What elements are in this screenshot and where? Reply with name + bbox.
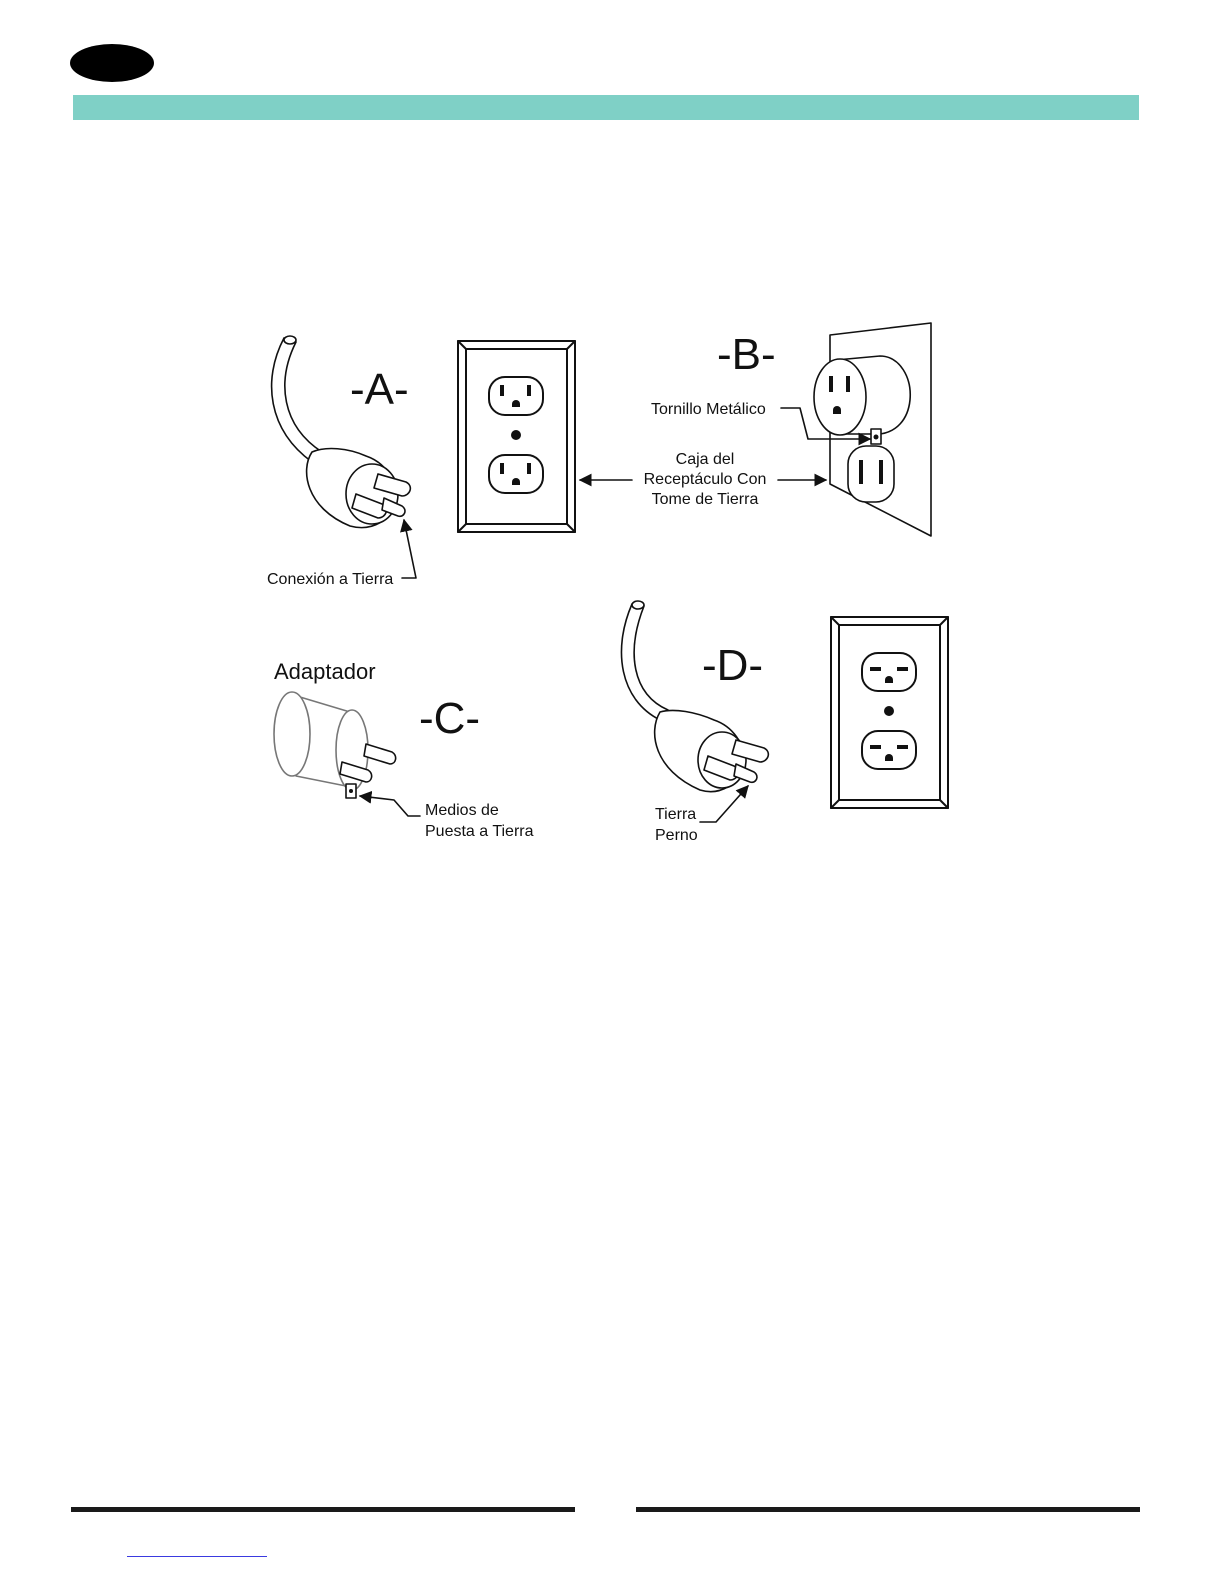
figure-label-b: -B- xyxy=(717,330,776,379)
callout-receptacle-box-line1: Caja del xyxy=(675,451,735,468)
callout-grounding-pin: Conexión a Tierra xyxy=(267,571,394,588)
figure-label-d: -D- xyxy=(702,641,764,690)
footer-rule-right xyxy=(636,1507,1140,1512)
grounded-plug-d xyxy=(621,601,768,792)
callout-ground-pin-line2: Perno xyxy=(655,827,698,844)
callout-metal-screw: Tornillo Metálico xyxy=(651,401,766,418)
callout-grounding-means-line2: Puesta a Tierra xyxy=(425,823,534,840)
footer-rule-left xyxy=(71,1507,575,1512)
callout-ground-pin-line1: Tierra xyxy=(655,806,697,823)
figure-label-a: -A- xyxy=(350,365,409,414)
footer-link-underline[interactable] xyxy=(127,1556,267,1557)
grounded-outlet-wall-b xyxy=(814,323,931,536)
callout-grounding-means-line1: Medios de xyxy=(425,802,499,819)
figure-label-c: -C- xyxy=(419,694,481,743)
callout-receptacle-box-line2: Receptáculo Con xyxy=(643,471,767,488)
callout-adapter: Adaptador xyxy=(274,659,376,684)
callout-receptacle-box-line3: Tome de Tierra xyxy=(651,491,759,508)
